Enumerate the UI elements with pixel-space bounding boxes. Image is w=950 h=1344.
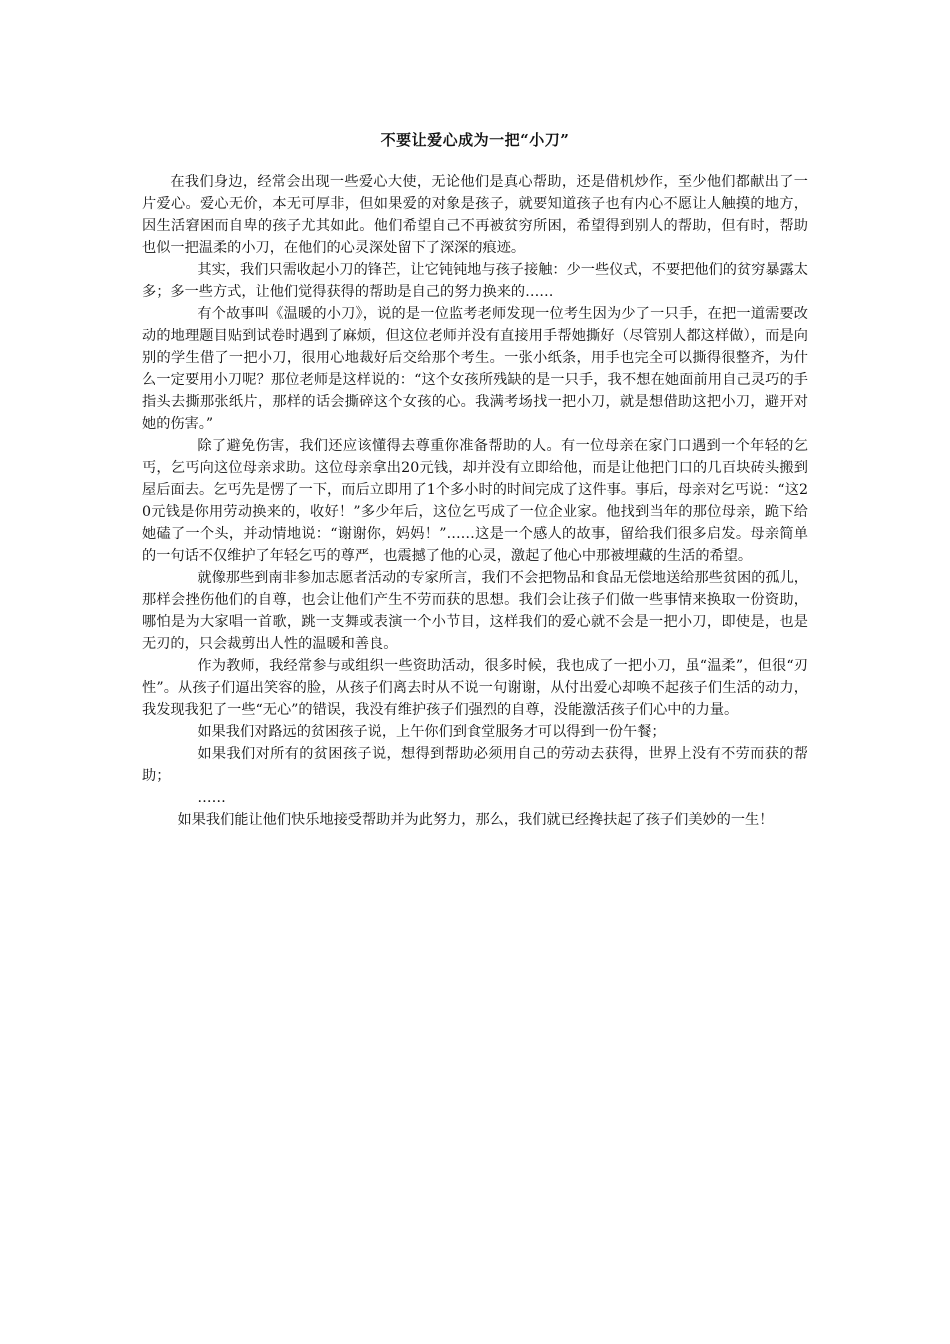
paragraph-intro: 在我们身边，经常会出现一些爱心大使，无论他们是真心帮助，还是借机炒作，至少他们都献出了一片爱心。爱心无价，本无可厚非，但如果爱的对象是孩子，就要知道孩子也有内心不愿让人触摸的地方，因生活窘困而自卑的孩子尤其如此。他们希望自己不再被贫穷所困，希望得到别人的帮助，但有时，帮助也似一把温柔的小刀，在他们的心灵深处留下了深深的痕迹。 [142,174,808,256]
paragraph-warm-knife-story: 有个故事叫《温暖的小刀》，说的是一位监考老师发现一位考生因为少了一只手，在把一道需要改动的地理题目贴到试卷时遇到了麻烦，但这位老师并没有直接用手帮她撕好（尽管别人都这样做），而是向别的学生借了一把小刀，很用心地裁好后交给那个考生。一张小纸条，用手也完全可以撕得很整齐，为什么一定要用小刀呢？那位老师是这样说的：“这个女孩所残缺的是一只手，我不想在她面前用自己灵巧的手指头去撕那张纸片，那样的话会撕碎这个女孩的心。我满考场找一把小刀，就是想借助这把小刀，避开对她的伤害。” [142,306,808,432]
paragraph-volunteers: 就像那些到南非参加志愿者活动的专家所言，我们不会把物品和食品无偿地送给那些贫困的孤儿，那样会挫伤他们的自尊，也会让他们产生不劳而获的思想。我们会让孩子们做一些事情来换取一份资助，哪怕是为大家唱一首歌，跳一支舞或表演一个小节目，这样我们的爱心就不会是一把小刀，即使是，也是无刃的，只会裁剪出人性的温暖和善良。 [142,570,808,652]
document-body [142,128,808,831]
paragraph-if-lunch: 如果我们对路远的贫困孩子说，上午你们到食堂服务才可以得到一份午餐； [197,724,666,740]
paragraph-conclusion: 如果我们能让他们快乐地接受帮助并为此努力，那么，我们就已经搀扶起了孩子们美妙的一生！ [177,812,774,828]
page-title: 不要让爱心成为一把“小刀” [380,131,570,149]
paragraph-beggar-story: 除了避免伤害，我们还应该懂得去尊重你准备帮助的人。有一位母亲在家门口遇到一个年轻的乞丐，乞丐向这位母亲求助。这位母亲拿出20元钱，却并没有立即给他，而是让他把门口的几百块砖头搬到屋后面去。乞丐先是愣了一下，而后立即用了1个多小时的时间完成了这件事。事后，母亲对乞丐说：“这20元钱是你用劳动换来的，收好！”多少年后，这位乞丐成了一位企业家。他找到当年的那位母亲，跪下给她磕了一个头，并动情地说：“谢谢你，妈妈！”……这是一个感人的故事，留给我们很多启发。母亲简单的一句话不仅维护了年轻乞丐的尊严，也震撼了他的心灵，激起了他心中那被埋藏的生活的希望。 [142,438,808,564]
paragraph-ellipsis: …… [197,790,226,806]
paragraph-if-labor: 如果我们对所有的贫困孩子说，想得到帮助必须用自己的劳动去获得，世界上没有不劳而获的帮助； [142,746,808,784]
paragraph-blunt-knife: 其实，我们只需收起小刀的锋芒，让它钝钝地与孩子接触：少一些仪式，不要把他们的贫穷暴露太多；多一些方式，让他们觉得获得的帮助是自己的努力换来的…… [142,262,808,300]
paragraph-teacher-reflection: 作为教师，我经常参与或组织一些资助活动，很多时候，我也成了一把小刀，虽“温柔”，但很“刃性”。从孩子们逼出笑容的脸，从孩子们离去时从不说一句谢谢，从付出爱心却唤不起孩子们生活的动力，我发现我犯了一些“无心”的错误，我没有维护孩子们强烈的自尊，没能激活孩子们心中的力量。 [142,658,808,718]
